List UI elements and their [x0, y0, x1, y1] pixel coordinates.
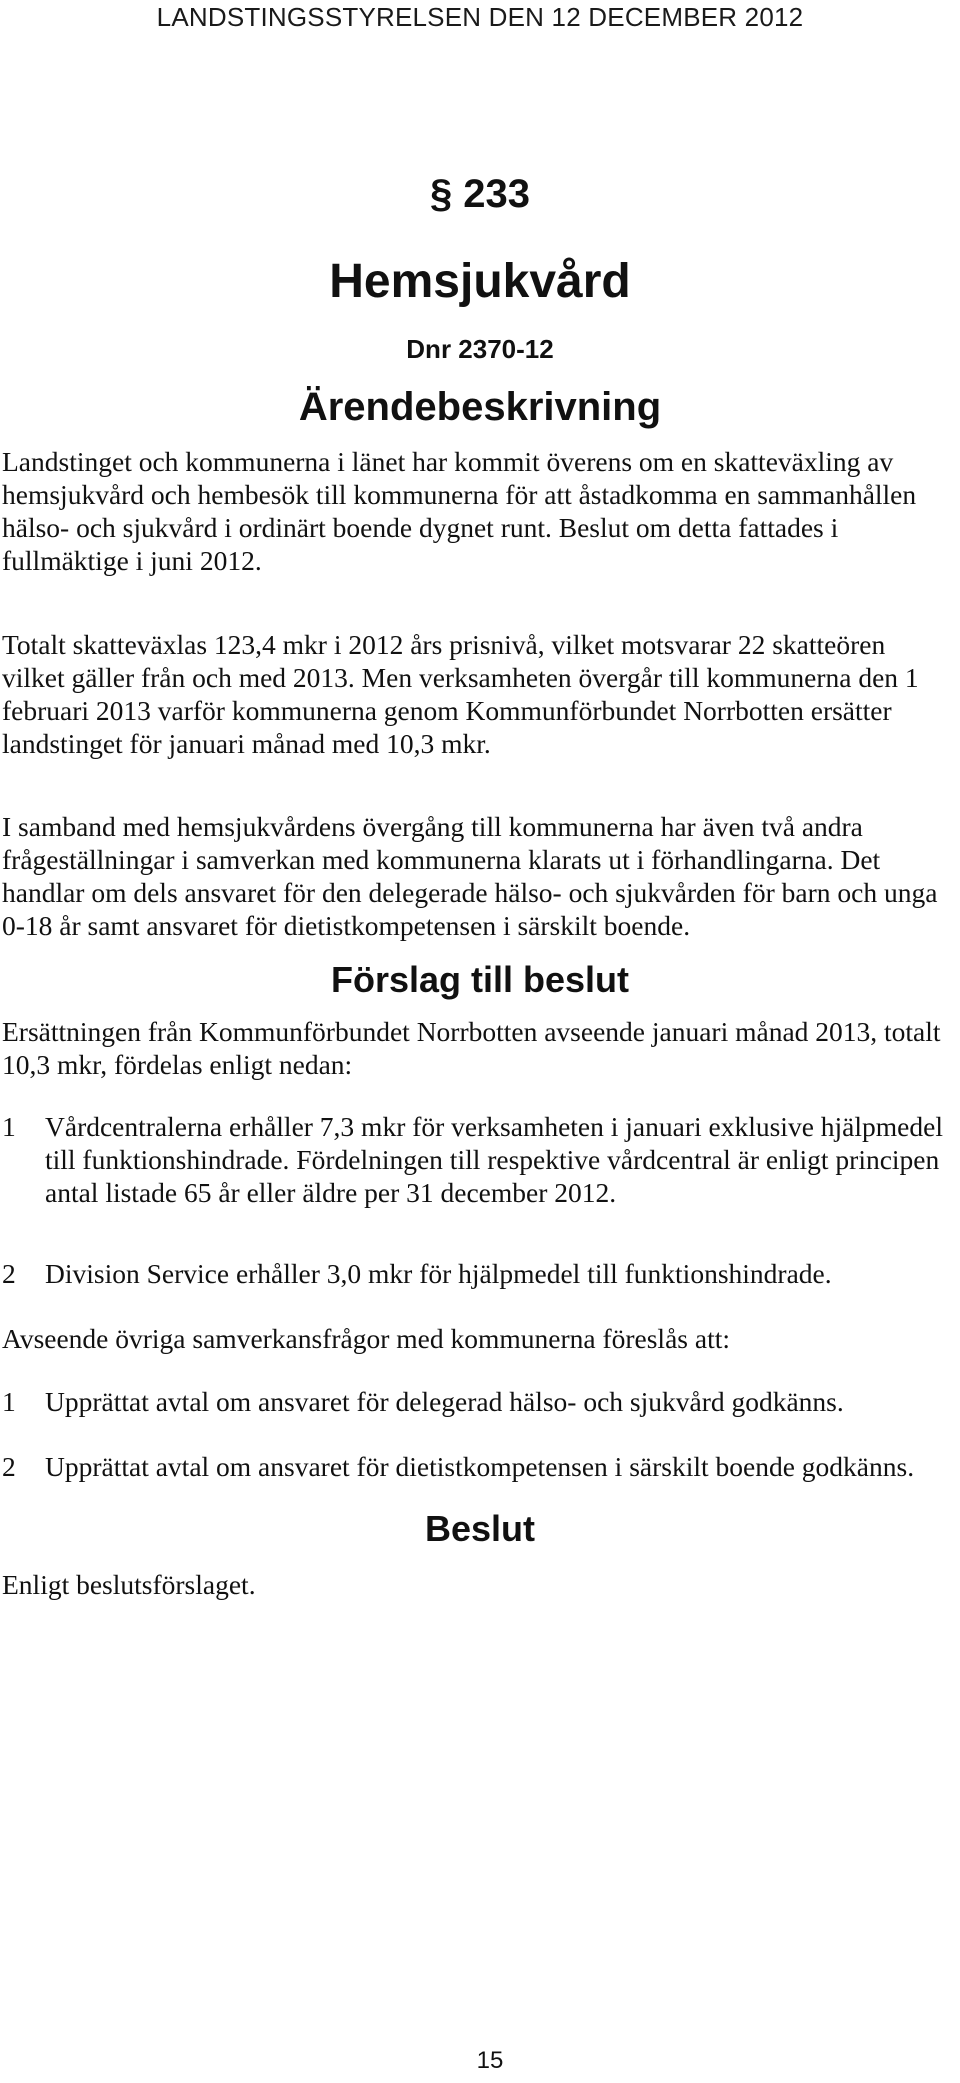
running-header: LANDSTINGSSTYRELSEN DEN 12 DECEMBER 2012	[156, 2, 804, 32]
page-title: Hemsjukvård	[329, 255, 631, 308]
list-item-text: Division Service erhåller 3,0 mkr för hjälpmedel till funktionshindrade.	[45, 1258, 832, 1289]
heading-arendebeskrivning: Ärendebeskrivning	[298, 385, 662, 429]
list-item	[2, 1257, 952, 1290]
description-paragraph-2: Totalt skatteväxlas 123,4 mkr i 2012 års prisnivå, vilket motsvarar 22 skatteören vilket gäller från och med 2013. Men verksamheten övergår till kommunerna den 1 februari 2013 varför kommunerna genom Kommunförbundet Norrbotten ersätter landstinget för januari månad med 10,3 mkr.	[2, 629, 919, 759]
list-item	[2, 1110, 952, 1209]
list-item-number: 2	[2, 1451, 16, 1482]
decision-text: Enligt beslutsförslaget.	[2, 1569, 256, 1600]
heading-beslut: Beslut	[425, 1508, 536, 1549]
proposal-intro-2: Avseende övriga samverkansfrågor med kommunerna föreslås att:	[2, 1323, 730, 1354]
description-paragraph-1: Landstinget och kommunerna i länet har kommit överens om en skatteväxling av hemsjukvård och hembesök till kommunerna för att åstadkomma en sammanhållen hälso- och sjukvård i ordinärt boende dygnet runt. Beslut om detta fattades i fullmäktige i juni 2012.	[2, 446, 917, 576]
diary-number: Dnr 2370-12	[406, 334, 554, 364]
list-item-text: Vårdcentralerna erhåller 7,3 mkr för verksamheten i januari exklusive hjälpmedel till funktionshindrade. Fördelningen till respektive vårdcentral är enligt principen antal listade 65 år eller äldre per 31 december 2012.	[45, 1111, 943, 1208]
description-paragraph-3: I samband med hemsjukvårdens övergång till kommunerna har även två andra frågeställningar i samverkan med kommunerna klarats ut i förhandlingarna. Det handlar om dels ansvaret för den delegerade hälso- och sjukvården för barn och unga 0-18 år samt ansvaret för dietistkompetensen i särskilt boende.	[2, 811, 938, 941]
list-item-number: 1	[2, 1386, 16, 1417]
paragraph-number: § 233	[429, 172, 531, 216]
list-item-text: Upprättat avtal om ansvaret för delegerad hälso- och sjukvård godkänns.	[45, 1386, 844, 1417]
proposal-intro: Ersättningen från Kommunförbundet Norrbotten avseende januari månad 2013, totalt 10,3 mkr, fördelas enligt nedan:	[2, 1016, 941, 1080]
heading-forslag-till-beslut: Förslag till beslut	[330, 959, 630, 1000]
list-item-number: 1	[2, 1111, 16, 1142]
list-item-number: 2	[2, 1258, 16, 1289]
list-item	[2, 1450, 952, 1483]
page-number: 15	[476, 2047, 504, 2074]
list-item	[2, 1385, 952, 1418]
list-item-text: Upprättat avtal om ansvaret för dietistkompetensen i särskilt boende godkänns.	[45, 1451, 915, 1482]
